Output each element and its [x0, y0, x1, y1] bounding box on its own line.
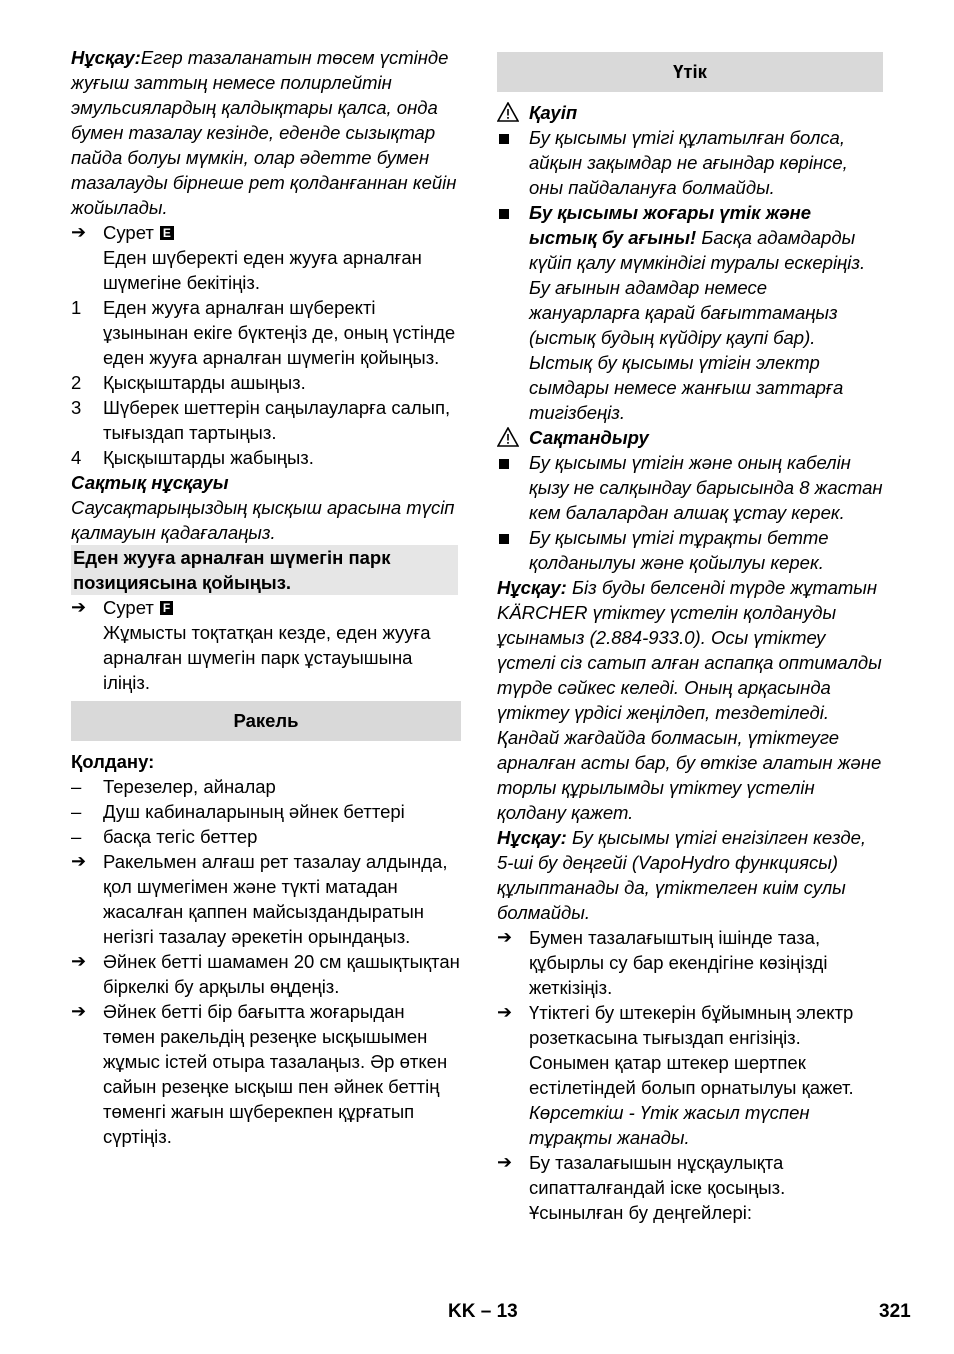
- step-text: Еден жууға арналған шүберекті ұзынынан екіге бүктеңіз де, оның үстінде еден жууға арналған шүмегін қойыңыз.: [103, 297, 456, 368]
- square-bullet-icon: [499, 134, 509, 144]
- figure-badge: F: [160, 601, 173, 615]
- figure-instruction: Жұмысты тоқтатқан кезде, еден жууға арналған шүмегін парк ұстауышына іліңіз.: [103, 622, 431, 693]
- left-column: [71, 45, 461, 1149]
- arrow-icon: ➔: [71, 222, 87, 242]
- note-paragraph: [497, 575, 883, 825]
- note-label: Нұсқау:: [497, 827, 567, 848]
- danger-item: [497, 125, 883, 200]
- square-bullet-icon: [499, 459, 509, 469]
- note-text: Біз буды белсенді түрде жұтатын KÄRCHER үтіктеу үстелін қолдануды ұсынамыз (2.884-933.0). Осы үтіктеу үстелі сіз сатып алған аспапқа оптималды түрде сәйкес келеді. Оның арқасында үтіктеу үрдісі жеңілдеп, тездетіледі. Қандай жағдайда болмасын, үтіктеуге арналған асты бар, бу өткізе алатын және торлы құрылымды үтіктеу үстелін қолдану қажет.: [497, 577, 882, 823]
- instruction-text: Бумен тазалағыштың ішінде таза, құбырлы су бар екендігіне көзіңізді жеткізіңіз.: [529, 927, 828, 998]
- warning-triangle-icon: [497, 102, 519, 122]
- usage-item: [71, 799, 461, 824]
- usage-text: басқа тегіс беттер: [103, 826, 258, 847]
- step-text: Қысқыштарды жабыңыз.: [103, 447, 314, 468]
- warning-triangle-icon: [497, 427, 519, 447]
- instruction-text: Ракельмен алғаш рет тазалау алдында, қол шүмегімен және түкті матадан жасалған қаппен майсыздандыратын негізгі тазалау әрекетін орындаңыз.: [103, 851, 448, 947]
- instruction-item: [71, 999, 461, 1149]
- instruction-text: Үтіктегі бу штекерін бұйымның электр розеткасына тығыздап енгізіңіз. Сонымен қатар штекер шертпек естілетіндей болып орнатылуы қажет.: [529, 1002, 854, 1098]
- arrow-icon: ➔: [71, 851, 87, 871]
- instruction-text: Бу тазалағышын нұсқаулықта сипатталғандай іске қосыңыз. Ұсынылған бу деңгейлері:: [529, 1152, 786, 1223]
- usage-text: Душ кабиналарының әйнек беттері: [103, 801, 405, 822]
- dash-marker: –: [71, 776, 82, 797]
- square-bullet-icon: [499, 534, 509, 544]
- danger-item: [497, 200, 883, 425]
- usage-label: Қолдану:: [71, 751, 155, 772]
- indicator-note: Көрсеткіш - Үтік жасыл түспен тұрақты жанады.: [529, 1102, 810, 1148]
- section-header-iron: Үтік: [497, 52, 883, 92]
- instruction-item: [71, 949, 461, 999]
- page-number: 321: [879, 1301, 911, 1322]
- arrow-icon: ➔: [71, 597, 87, 617]
- arrow-icon: ➔: [71, 1001, 87, 1021]
- safety-text: Саусақтарыңыздың қысқыш арасына түсіп қалмауын қадағалаңыз.: [71, 497, 455, 543]
- dash-marker: –: [71, 826, 82, 847]
- step-item: [71, 395, 461, 445]
- caution-item: [497, 525, 883, 575]
- caution-text: Бу қысымы үтігін және оның кабелін қызу не салқындау барысында 8 жастан кем балалардан алшақ ұстау керек.: [529, 452, 883, 523]
- step-number: 1: [71, 297, 82, 318]
- note-text: Егер тазаланатын төсем үстінде жуғыш заттың немесе полирлейтін эмульсиялардың қалдықтары қалса, онда бумен тазалау кезінде, еденде сызықтар пайда болуы мүмкін, олар әдетте бумен тазалауды бірнеше рет қолданғаннан кейін жойылады.: [71, 47, 457, 218]
- caution-text: Бу қысымы үтігі тұрақты бетте қолданылуы және қойылуы керек.: [529, 527, 829, 573]
- danger-title: Қауіп: [529, 102, 578, 123]
- instruction-item: [497, 925, 883, 1000]
- figure-label: Сурет: [103, 597, 154, 618]
- instruction-item: [497, 1000, 883, 1150]
- instruction-text: Әйнек бетті бір бағытта жоғарыдан төмен ракельдің резеңке ысқышымен жұмыс істей отыра тазалаңыз. Әр өткен сайын резеңке ысқыш пен әйнек беттің төменгі жағын шүберекпен құрғатып сүртіңіз.: [103, 1001, 448, 1147]
- danger-heading: [497, 100, 883, 125]
- caution-heading: [497, 425, 883, 450]
- figure-ref-e: [71, 220, 461, 295]
- note-paragraph: [71, 45, 461, 220]
- instruction-item: [71, 849, 461, 949]
- dash-marker: –: [71, 801, 82, 822]
- park-position-band: Еден жууға арналған шүмегін парк позициясына қойыңыз.: [71, 545, 458, 595]
- usage-item: [71, 774, 461, 799]
- arrow-icon: ➔: [497, 1152, 513, 1172]
- danger-text: Бу қысымы үтігі құлатылған болса, айқын зақымдар не ағындар көрінсе, оны пайдалануға болмайды.: [529, 127, 848, 198]
- arrow-icon: ➔: [71, 951, 87, 971]
- note-text: Бу қысымы үтігі енгізілген кезде, 5-ші бу деңгейі (VapoHydro функциясы) құлыптанады да, үтіктелген киім сулы болмайды.: [497, 827, 867, 923]
- step-text: Қысқыштарды ашыңыз.: [103, 372, 306, 393]
- figure-instruction: Еден шүберекті еден жууға арналған шүмегіне бекітіңіз.: [103, 247, 422, 293]
- usage-item: [71, 824, 461, 849]
- step-number: 2: [71, 372, 82, 393]
- danger-text: Басқа адамдарды күйіп қалу мүмкіндігі туралы ескеріңіз. Бу ағынын адамдар немесе жануарларға қарай бағыттамаңыз (ыстық будың күйдіру қаупі бар). Ыстық бу қысымы үтігін электр сымдары немесе жанғыш заттарға тигізбеңіз.: [529, 227, 866, 423]
- caution-item: [497, 450, 883, 525]
- instruction-text: Әйнек бетті шамамен 20 см қашықтықтан біркелкі бу арқылы өңдеңіз.: [103, 951, 460, 997]
- step-item: [71, 295, 461, 370]
- note-paragraph: [497, 825, 883, 925]
- step-number: 3: [71, 397, 82, 418]
- safety-title: Сақтық нұсқауы: [71, 472, 229, 493]
- note-label: Нұсқау:: [497, 577, 567, 598]
- square-bullet-icon: [499, 209, 509, 219]
- arrow-icon: ➔: [497, 1002, 513, 1022]
- note-label: Нұсқау:: [71, 47, 141, 68]
- right-column: [497, 46, 883, 1225]
- figure-badge: E: [160, 226, 174, 240]
- caution-title: Сақтандыру: [529, 427, 649, 448]
- section-header-squeegee: Ракель: [71, 701, 461, 741]
- step-text: Шүберек шеттерін саңылауларға салып, тығыздап тартыңыз.: [103, 397, 451, 443]
- figure-ref-f: [71, 595, 461, 695]
- instruction-item: [497, 1150, 883, 1225]
- step-item: [71, 445, 461, 470]
- page-label: KK – 13: [448, 1301, 518, 1322]
- figure-label: Сурет: [103, 222, 154, 243]
- steps-list: [71, 295, 461, 470]
- step-number: 4: [71, 447, 82, 468]
- arrow-icon: ➔: [497, 927, 513, 947]
- danger-bold: Бу қысымы жоғары үтік және ыстық бу ағыны!: [529, 202, 812, 248]
- usage-text: Терезелер, айналар: [103, 776, 276, 797]
- step-item: [71, 370, 461, 395]
